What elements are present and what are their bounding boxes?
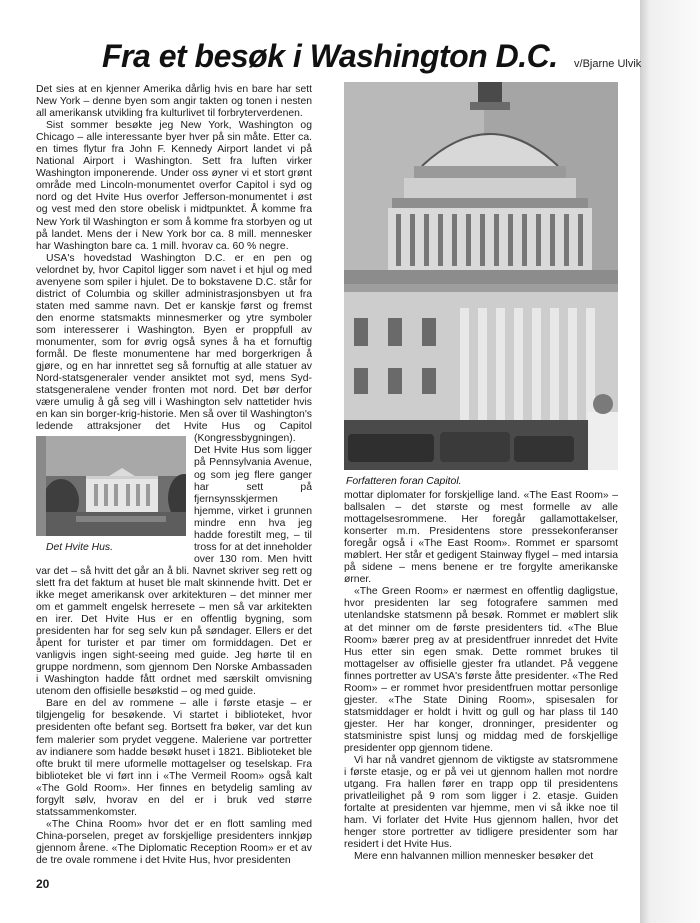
white-house-photo: [36, 436, 186, 536]
paragraph: Mere enn halvannen million mennesker besøker det: [354, 851, 594, 863]
article-byline: v/Bjarne Ulvik: [574, 58, 642, 70]
page-number: 20: [36, 877, 50, 891]
white-house-figure: [36, 436, 188, 560]
right-text-column: [344, 490, 618, 863]
paragraph-part: USA's hovedstad Washington D.C. er en pen og velordnet by, hvor Capitol ligger som navet i et hjul og med avenyene som spiler i hjulet. De to bokstavene D.C. står for district of Columbia og skiller administrasjonsbyen ut fra staten med samme navn. Det er kanskje først og fremst den enorme statsmakts minnesmerker og ytre symboler som interesserer i Washington. Byen er proppfull av monumenter, som for øvrig også synes å ha et fornuftig formål. De fleste monumentene har med borgerkrigen å gjøre, og en har innrettet seg så fornuftig at alle statuer av Nord-statsgeneraler vender ansiktet mot syd, mens Syd-statsgeneralene vender fronten mot nord. Det bør derfor være umulig å gå seg vill i Washington selv nattetider hvis en kan sin borger-krig-historie. Men så over til Washington's ledende attraksjoner det Hvite Hus og Capitol (Kongressbygningen).: [36, 252, 312, 445]
page-gutter: [640, 0, 700, 923]
capitol-caption: Forfatteren foran Capitol.: [346, 476, 462, 487]
capitol-photo: [344, 82, 618, 470]
paragraph: mottar diplomater for forskjellige land. «The East Room» – ballsalen – det største og mest formelle av alle mottagelsesrommene. Her foregår gallamottakelser, konserter m.m. Presidentens store pressekonferanser foregår også i «The East Room». Rommet er sparsomt møblert. Her står et gedigent Stainway flygel – med intarsia på sidene – mens benene er tre forgylte amerikanske ørner.: [344, 490, 618, 586]
paragraph-part: Det Hvite Hus som ligger på Pennsylvania Avenue, og som jeg flere ganger har sett på fjernsynsskjermen hjemme, virket i grunnen mindre enn hva jeg hadde forestilt meg, – til tross for at det inneholder over 130 rom. Men hvitt var det – så hvitt det går an å bli. Navnet skriver seg rett og slett fra det faktum at huset ble malt skinnende hvitt. Det er ikke meget amerikansk over arkitekturen – det minner mer om et gammelt engelsk herresete – men så var arkitekten en irer. Det Hvite Hus er en offentlig bygning, som presidenten har for seg selv kun på søndager. Ellers er det åpent for turister et par timer om formiddagen. Det er vanligvis ingen sight-seeing med guide. Jeg hørte til en gruppe nordmenn, som gjennom Den Norske Ambassaden i Washington hadde fått ordnet med særskilt omvisning utenom den offisielle besøkstid – og med guide.: [36, 445, 312, 698]
article-title: Fra et besøk i Washington D.C.: [102, 38, 558, 74]
paragraph: [36, 253, 312, 699]
title-bar: [36, 38, 642, 78]
paragraph: Sist sommer besøkte jeg New York, Washington og Chicago – alle interessante byer hver på sin måte. Etter ca. en times flytur fra John F. Kennedy Airport landet vi på National Airport i Washington. Sett fra luften virker Washington imponerende. Under oss øyner vi et stort grønt område med Lincoln-monumentet overfor Capitol i syd og nord og det Hvite Hus overfor Jefferson-monumentet i øst og vest med den store obelisk i midtpunktet. Å komme fra New York til Washington er som å komme fra storbyen og ut på landet. Mens der i New York bor ca. 8 mill. mennesker har Washington bare ca. 1 mill. hvorav ca. 60 % negre.: [36, 120, 312, 252]
paragraph: Vi har nå vandret gjennom de viktigste av statsrommene i første etasje, og er på vei ut gjennom hallen mot nordre utgang. Fra hallen fører en trapp opp til presidentens privatleilighet på 9 rom som ligger i 2. etasje. Guiden fortalte at presidenten var hjemme, men vi så ikke noe til ham. Vi forlater det Hvite Hus gjennom hallen, hvor det henger store portretter av tidligere presidenter som har residert i det Hvite Hus.: [344, 755, 618, 851]
paragraph: Det sies at en kjenner Amerika dårlig hvis en bare har sett New York – denne byen som angir takten og tonen i nesten all amerikansk utvikling fra kulturlivet til forbryterverdenen.: [36, 84, 312, 120]
paragraph: «The China Room» hvor det er en flott samling med China-porselen, preget av forskjellige presidenters innkjøp gjennom årene. «The Diplomatic Reception Room» er et av de tre ovale rommene i det Hvite Hus, hvor presidenten: [36, 818, 312, 866]
white-house-caption: Det Hvite Hus.: [46, 542, 113, 554]
left-text-column: [36, 84, 312, 867]
paragraph: Bare en del av rommene – alle i første etasje – er tilgjengelig for besøkende. Vi startet i biblioteket, hvor presidenten ofte befant seg. Bortsett fra bøker, var det kun fem malerier som prydet veggene. Maleriene var portretter av indianere som hadde besøkt huset i 1821. Biblioteket ble ofte brukt til mere uformelle mottagelser og teselskap. Fra biblioteket ble vi ført inn i «The Vermeil Room» også kalt «The Gold Room». Her finnes en betydelig samling av forgylt sølv, hvorav en del er i bruk ved større statssammenkomster.: [36, 698, 312, 818]
paragraph: «The Green Room» er nærmest en offentlig dagligstue, hvor presidenten lar seg fotografere sammen med utenlandske statsmenn på besøk. Rommet er møblert slik at det minner om de første presidenters tid. «The Blue Room» bærer preg av at presidentfruer innredet det Hvite Hus etter sin egen smak. Dette rommet brukes til mottagelser av offisielle gjester fra utlandet. På veggene finnes portretter av USA's første åtte presidenter. «The Red Room» – er rommet hvor presidentfruen mottar personlige gjester. «The State Dining Room», spisesalen for statsmiddager er holdt i hvitt og gull og har plass til 140 gjester. Her har konger, dronninger, presidenter og statsministre spist lunsj og middag med de forskjellige presidenter opp gjennom tidene.: [344, 586, 618, 754]
